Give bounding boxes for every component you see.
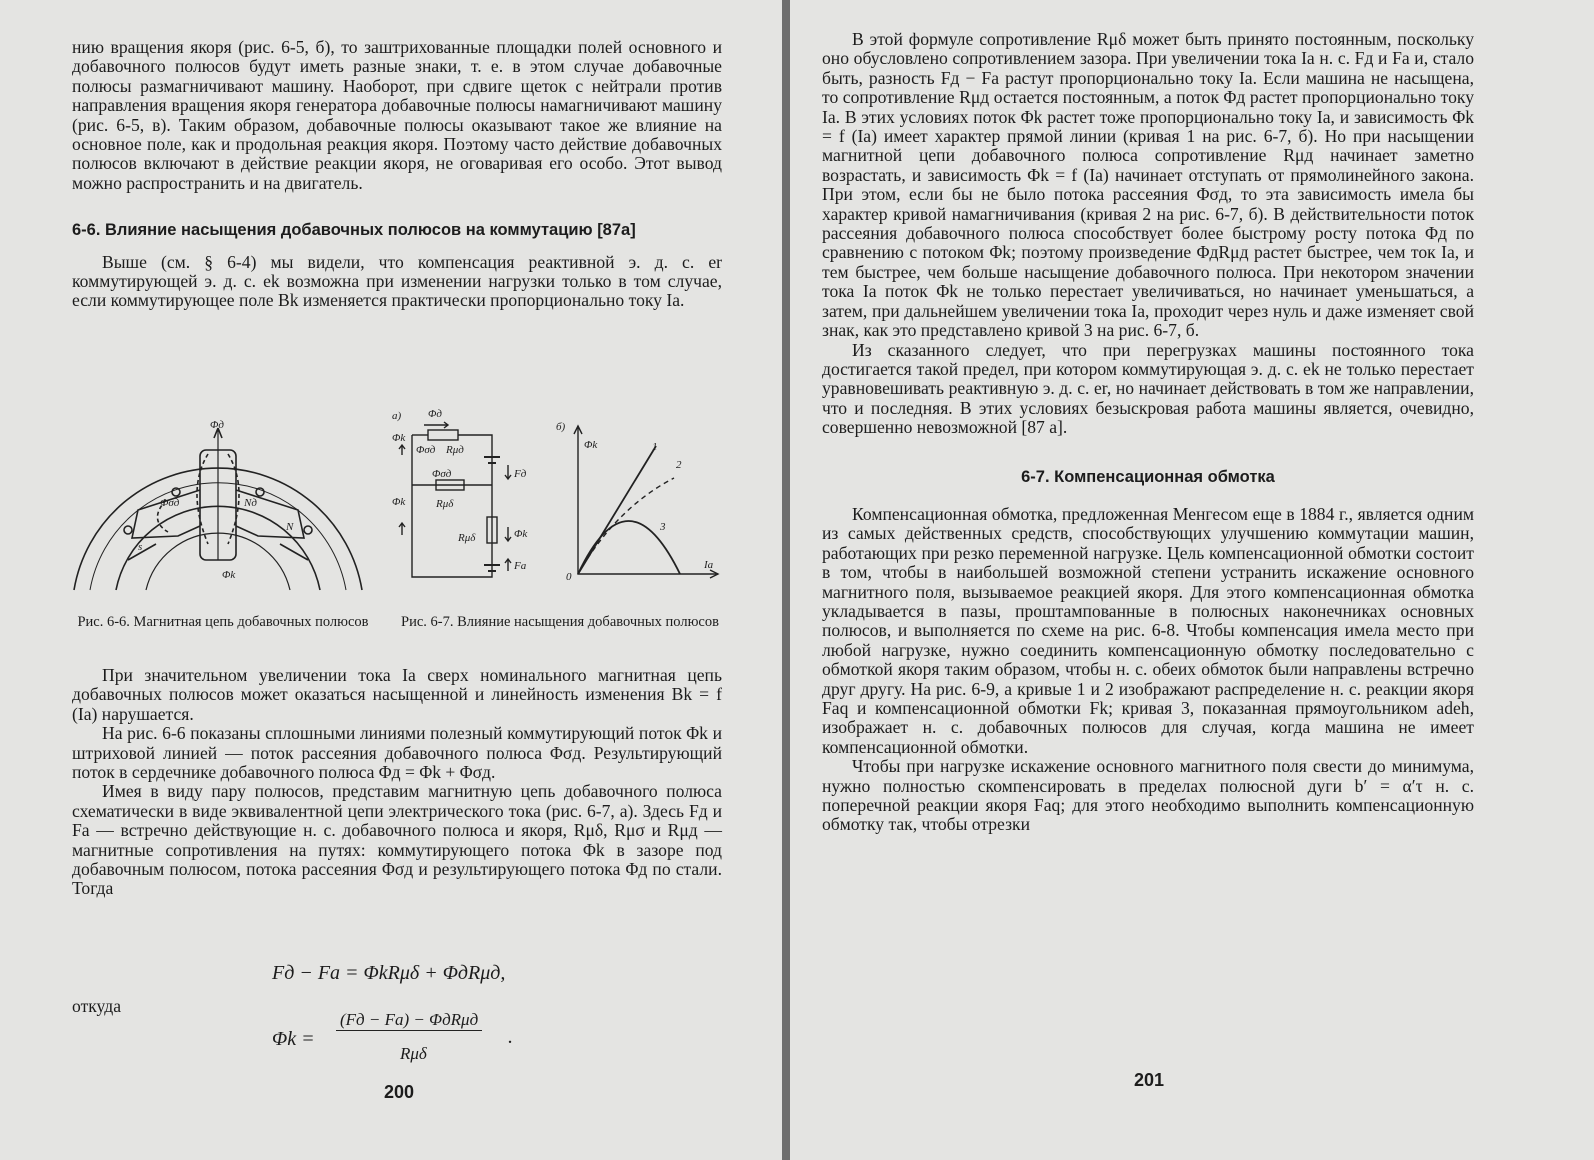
left-column-lower [72, 666, 722, 899]
figure-6-6-caption: Рис. 6-6. Магнитная цепь добавочных полюсов [77, 614, 369, 630]
fig67a-label-r-mudelta-2: Rμδ [458, 532, 476, 544]
fig67a-label-f-a: Fa [514, 560, 527, 572]
fig67b-label-phi-k: Φk [584, 439, 598, 451]
page-number-right: 201 [1134, 1070, 1165, 1090]
figure-6-7a [388, 405, 548, 580]
fig67b-curve-2: 2 [676, 459, 682, 471]
left-paragraph-4: На рис. 6-6 показаны сплошными линиями полезный коммутирующий поток Φk и штриховой линией — поток рассеяния добавочного полюса Φσд. Результирующий поток в сердечнике добавочного полюса Φд = Φk + Φσд. [72, 723, 722, 783]
fig66-label-phi-k: Φk [222, 569, 236, 581]
otkuda-word: откуда [72, 996, 122, 1016]
fig67a-label-r-mud: Rμд [446, 444, 464, 456]
fig67b-ia: Ia [704, 559, 714, 571]
fig67a-label-phi-k-2: Φk [514, 528, 528, 540]
figure-6-6 [68, 420, 368, 598]
equation-2-numerator: (Fд − Fa) − ΦдRμд [336, 1010, 482, 1031]
book-gutter [782, 0, 790, 1160]
fig66-label-n-d: Nд [244, 497, 257, 509]
fig67a-label-phi-k-top: Φk [392, 432, 406, 444]
right-paragraph-3: Компенсационная обмотка, предложенная Менгесом еще в 1884 г., является одним из самых действенных средств, способствующих улучшению коммутации машин, работающих при резко переменной нагрузке. Цель компенсационной обмотки состоит в том, чтобы в наибольшей возможной степени устранить искажение основного магнитного поля, вызываемое реакцией якоря. Для этого компенсационная обмотка укладывается в пазы, проштампованные в полюсных наконечниках основных полюсов, и выполняется по схеме на рис. 6-8. Чтобы компенсация имела место при любой нагрузке, нужно соединить компенсационную обмотку последовательно с обмоткой якоря таким образом, чтобы н. с. обеих обмоток были направлены встречно друг другу. На рис. 6-9, а кривые 1 и 2 изображают распределение н. с. реакции якоря Faq и компенсационной обмотки Fk; кривая 3, показанная прямоугольником adeh, изображает н. с. добавочных полюсов для случая, когда машина не имеет компенсационной обмотки. [822, 503, 1474, 757]
section-heading-6-7: 6-7. Компенсационная обмотка [1021, 467, 1275, 486]
left-column [72, 38, 722, 311]
fig67a-label-f-d: Fд [514, 468, 527, 480]
left-page [0, 0, 782, 1160]
right-column [822, 30, 1474, 835]
fig67a-label-phi-od: Φσд [416, 444, 436, 456]
figure-6-7-caption: Рис. 6-7. Влияние насыщения добавочных полюсов [401, 614, 719, 630]
left-paragraph-2: Выше (см. § 6-4) мы видели, что компенсация реактивной э. д. с. er коммутирующей э. д. с. ek возможна при изменении нагрузки только в том случае, если коммутирующее поле Bk изменяется практически пропорционально току Ia. [72, 251, 722, 311]
fig67b-origin: 0 [566, 571, 572, 583]
fig66-label-phi-od: Φσд [160, 497, 180, 509]
fig66-label-s: s [138, 541, 143, 553]
left-paragraph-1: нию вращения якоря (рис. 6-5, б), то заштрихованные площадки полей основного и добавочного полюсов будут иметь разные знаки, т. е. в этом случае добавочные полюсы размагничивают машину. Наоборот, при сдвиге щеток с нейтрали против направления вращения якоря генератора добавочные полюсы намагничивают машину (рис. 6-5, в). Таким образом, добавочные полюсы оказывают такое же влияние на основное поле, как и продольная реакция якоря. Поэтому часто действие добавочных полюсов включают в действие реакции якоря, не оговаривая его особо. Этот вывод можно распространить и на двигатель. [72, 37, 722, 193]
left-paragraph-3: При значительном увеличении тока Ia сверх номинального магнитная цепь добавочных полюсов может оказаться насыщенной и линейность изменения Bk = f (Ia) нарушается. [72, 665, 722, 724]
left-paragraph-5: Имея в виду пару полюсов, представим магнитную цепь добавочного полюса схематически в виде эквивалентной цепи электрического тока (рис. 6-7, а). Здесь Fд и Fa — встречно действующие н. с. добавочного полюса и якоря, Rμδ, Rμσ и Rμд — магнитные сопротивления на путях: коммутирующего потока Φk в зазоре под добавочным полюсом, потока рассеяния Φσд и результирующего потока Φд по стали. Тогда [72, 781, 722, 899]
fig66-label-n: N [286, 521, 294, 533]
right-paragraph-1: В этой формуле сопротивление Rμδ может быть принято постоянным, поскольку оно обусловлено сопротивлением зазора. При увеличении тока Ia н. с. Fд и Fa и, стало быть, разность Fд − Fa растут пропорционально току Ia. Если машина не насыщена, то сопротивление Rμд остается постоянным, а поток Φд растет пропорционально току Ia. В этих условиях поток Φk растет тоже пропорционально току Ia, и зависимость Φk = f (Ia) имеет характер прямой линии (кривая 1 на рис. 6-7, б). Но при насыщении магнитной цепи добавочного полюса сопротивление Rμд начинает заметно возрастать, и зависимость Φk = f (Ia) начинает отступать от прямолинейного закона. При этом, если бы не было потока рассеяния Φσд, то эта зависимость имела бы характер кривой намагничивания (кривая 2 на рис. 6-7, б). В действительности поток рассеяния добавочного полюса способствует более быстрому росту потока Φд по сравнению с потоком Φk; поэтому произведение ΦдRμд растет быстрее, чем ток Ia, и тем быстрее, чем больше насыщение добавочного полюса. При некотором значении тока Ia поток Φk не только перестает увеличиваться, но начинает уменьшаться, а затем, при дальнейшем увеличении тока Ia, проходит через нуль и даже изменяет свой знак, как это представлено кривой 3 на рис. 6-7, б. [822, 29, 1474, 341]
right-paragraph-2: Из сказанного следует, что при перегрузках машины постоянного тока достигается такой предел, при котором коммутирующая э. д. с. ek не только перестает уравновешивать реактивную э. д. с. er, но начинает действовать в том же направлении, что и последняя. В этих условиях безыскровая работа машины является, очевидно, совершенно невозможной [87 а]. [822, 339, 1474, 438]
fig67a-label-phi-d: Φд [428, 408, 442, 420]
right-paragraph-4: Чтобы при нагрузке искажение основного магнитного поля свести до минимума, нужно полностью скомпенсировать в пределах полюсной дуги b′ = α′τ н. с. поперечной реакции якоря Faq; для этого необходимо выполнить компенсационную обмотку так, чтобы отрезки [822, 756, 1474, 835]
figure-6-7b [556, 418, 726, 586]
equation-2-denominator: Rμδ [400, 1044, 427, 1063]
fig67a-label-phi-od-2: Φσд [432, 468, 452, 480]
fig67a-label-r-mudelta: Rμδ [436, 498, 454, 510]
right-page [790, 0, 1594, 1160]
fig67b-curve-3: 3 [660, 521, 666, 533]
fig67a-label-phi-k: Φk [392, 496, 406, 508]
equation-2-lhs: Φk = [272, 1028, 315, 1050]
page-number-left: 200 [384, 1082, 415, 1102]
equation-2-dot: . [508, 1026, 513, 1048]
fig66-label-phi-d: Φд [210, 419, 224, 431]
fig67b-tag: б) [556, 421, 566, 433]
fig67a-tag: а) [392, 410, 402, 422]
section-heading-6-6: 6-6. Влияние насыщения добавочных полюсов на коммутацию [87а] [72, 221, 636, 240]
fig67b-curve-1: 1 [652, 441, 658, 453]
equation-1: Fд − Fa = ΦkRμδ + ΦдRμд, [272, 962, 506, 984]
